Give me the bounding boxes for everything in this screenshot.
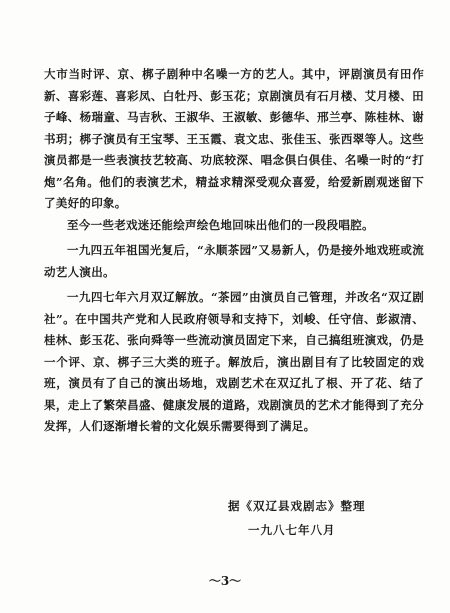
paragraph-gift: 至今一些老戏迷还能绘声绘色地回味出他们的一段段唱腔。 (67, 217, 374, 232)
paragraph-1945: 一九四五年祖国光复后，“永顺茶园”又易新人，仍是接外地戏班或流动艺人演出。 (44, 243, 424, 279)
page-number: ～3～ (208, 574, 242, 588)
paragraph-1947: 一九四七年六月双辽解放。“茶园”由演员自己管理，并改名“双辽剧社”。在中国共产党和人民政府领导和支持下，刘峻、任守信、彭淑清、桂林、彭玉花、张向舜等一些流动演员固定下来，自己搞组班演戏，仍是一个评、京、梆子三大类的班子。解放后，演出剧目有了比较固定的戏班，演员有了自己的演出场地，戏剧艺术在双辽扎了根、开了花、结了果，走上了繁荣昌盛、健康发展的道路，戏剧演员的艺术才能得到了充分发挥，人们逐渐增长着的文化娱乐需要得到了满足。 (44, 290, 424, 433)
paragraph-intro: 大市当时评、京、梆子剧种中名噪一方的艺人。其中，评剧演员有田作新、喜彩莲、喜彩凤、白牡丹、彭玉花；京剧演员有石月楼、艾月楼、田子峰、杨瑞童、马吉秋、王淑华、王淑敏、彭德华、邢兰亭、陈桂林、谢书玥；梆子演员有王宝琴、王玉霞、袁文忠、张佳玉、张西翠等人。这些演员都是一些表演技艺较高、功底较深、唱念俱白俱佳、名噪一时的“打炮”名角。他们的表演艺术，精益求精深受观众喜爱，给爱新剧观迷留下了美好的印象。 (44, 67, 424, 210)
signature-author: 据《双辽县戏剧志》整理 (228, 499, 366, 513)
signature-date: 一九八七年八月 (248, 523, 336, 537)
body-text (44, 64, 424, 438)
